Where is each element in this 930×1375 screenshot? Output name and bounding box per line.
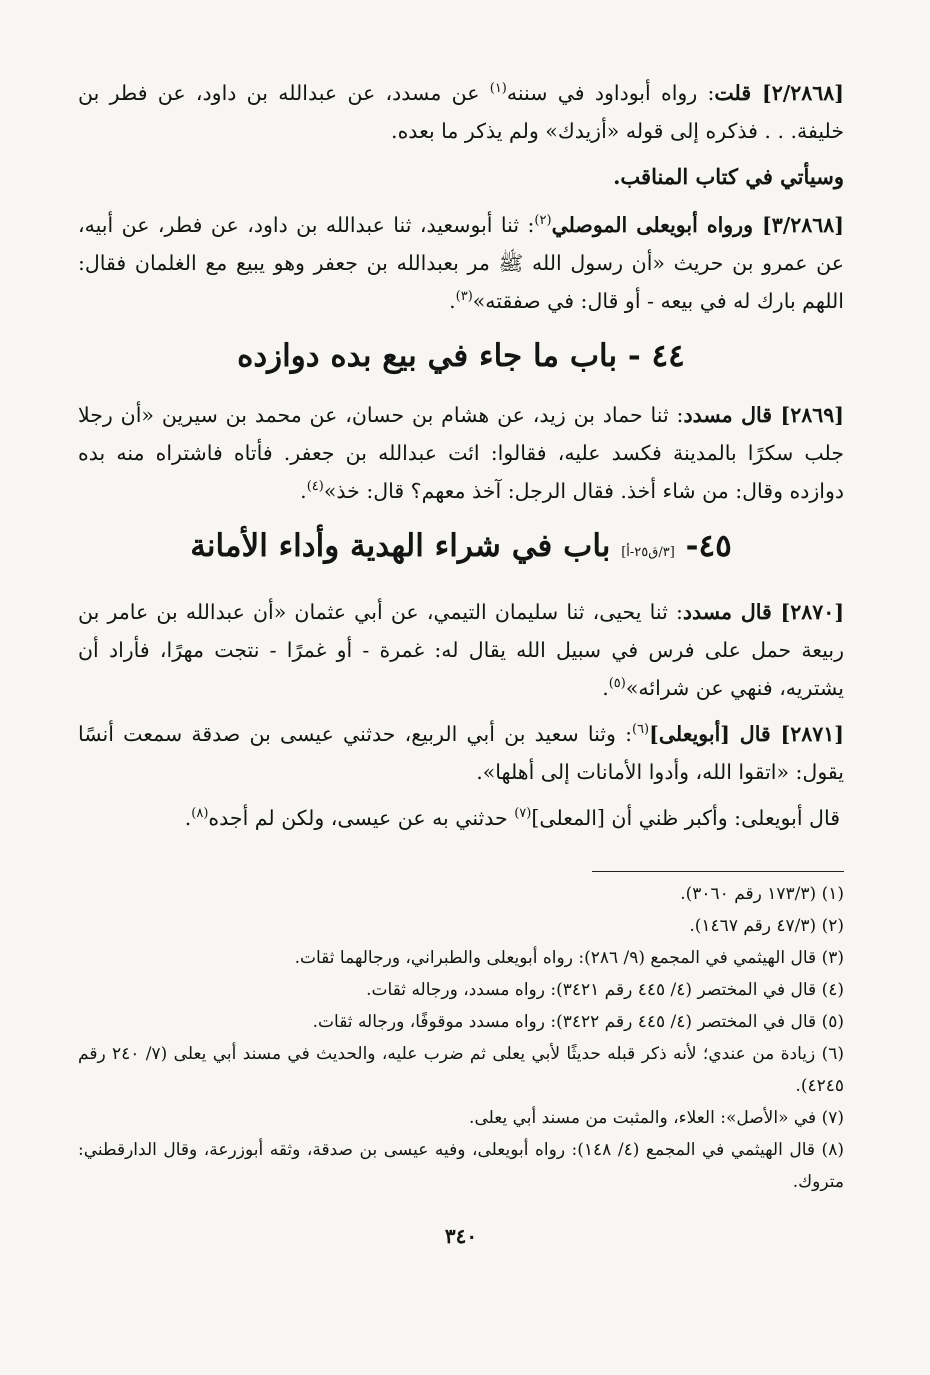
footnote-ref: (٢) [534,213,552,229]
comment-text: قال أبويعلى: وأكبر ظني أن [المعلى] [531,806,840,830]
abu-yala-comment [78,799,844,837]
punctuation: . [602,676,609,700]
footnotes [78,878,844,1198]
hadith-text: : رواه أبوداود في سننه [506,81,715,105]
footnote: (٨) قال الهيثمي في المجمع (٤/ ١٤٨): رواه أبويعلى، وفيه عيسى بن صدقة، وثقه أبوزرعة، وقال الدارقطني: متروك. [78,1140,844,1192]
chapter-title: باب في شراء الهدية وأداء الأمانة [190,528,611,564]
hadith-2870 [78,593,844,707]
chapter-44-heading: ٤٤ - باب ما جاء في بيع بده دوازده [237,338,685,374]
cross-reference-note: وسيأتي في كتاب المناقب. [613,164,844,189]
hadith-2868-2 [78,74,844,150]
hadith-number: [٢٨٦٩] قال مسدد [683,403,844,427]
footnote-ref: (١) [489,81,507,97]
hadith-text: : ثنا أبوسعيد، ثنا عبدالله بن داود، عن فطر، عن أبيه، عن عمرو بن حريث «أن رسول الله ﷺ مر بعبدالله بن جعفر وهو يبيع مع الغلمان فقال: اللهم بارك له في بيعه - أو قال: في صفقته» [78,213,844,313]
footnote-ref: (٤) [306,479,324,495]
footnote-ref: (٦) [631,722,650,738]
hadith-2871 [78,715,844,791]
chapter-45-heading [78,524,844,575]
hadith-number: [٣/٢٨٦٨] ورواه أبويعلى الموصلي [551,213,844,237]
manuscript-folio-mark: [٣/ق٢٥-أ] [621,545,675,560]
comment-text: حدثني به عن عيسى، ولكن لم أجده [208,806,515,830]
footnote: (٦) زيادة من عندي؛ لأنه ذكر قبله حديثًا لأبي يعلى ثم ضرب عليه، والحديث في مسند أبي يعلى (٧/ ٢٤٠ رقم ٤٢٤٥). [78,1044,844,1096]
hadith-text: : ثنا حماد بن زيد، عن هشام بن حسان، عن محمد بن سيرين «أن رجلا جلب سكرًا بالمدينة فكسد عليه، فقالوا: ائت عبدالله بن جعفر. فأتاه فاشتراه منه بده دوازده وقال: من شاء أخذ. فقال الرجل: آخذ معهم؟ قال: خذ» [78,403,844,503]
punctuation: . [184,806,192,830]
punctuation: . [300,479,307,503]
footnote-ref: (٣) [455,289,473,305]
footnote: (٢) (٤٧/٣ رقم ١٤٦٧). [689,916,844,936]
footnote-separator [592,871,844,872]
hadith-number: [٢/٢٨٦٨] قلت [714,81,844,105]
footnote: (٤) قال في المختصر (٤/ ٤٤٥ رقم ٣٤٢١): رواه مسدد، ورجاله ثقات. [366,980,844,1000]
footnote: (٥) قال في المختصر (٤/ ٤٤٥ رقم ٣٤٢٢): رواه مسدد موقوفًا، ورجاله ثقات. [312,1012,844,1032]
hadith-text: عن مسدد، عن عبدالله بن داود، عن فطر بن خليفة. . . فذكره إلى قوله «أزيدك» ولم يذكر ما بعده. [78,81,844,143]
punctuation: . [449,289,456,313]
hadith-number: [٢٨٧١] قال [أبويعلى] [649,722,844,746]
hadith-text: : وثنا سعيد بن أبي الربيع، حدثني عيسى بن صدقة سمعت أنسًا يقول: «اتقوا الله، وأدوا الأمانات إلى أهلها». [78,722,844,784]
hadith-number: [٢٨٧٠] قال مسدد [682,600,845,624]
page-number: ٣٤٠ [444,1224,478,1248]
footnote: (١) (١٧٣/٣ رقم ٣٠٦٠). [680,884,844,904]
footnote: (٧) في «الأصل»: العلاء، والمثبت من مسند أبي يعلى. [469,1108,844,1128]
hadith-2868-3 [78,206,844,320]
footnote-ref: (٧) [514,806,532,822]
footnote: (٣) قال الهيثمي في المجمع (٩/ ٢٨٦): رواه أبويعلى والطبراني، ورجالهما ثقات. [294,948,844,968]
footnote-ref: (٥) [608,676,626,692]
chapter-number: ٤٥- [685,528,732,564]
hadith-2869 [78,396,844,510]
hadith-text: : ثنا يحيى، ثنا سليمان التيمي، عن أبي عثمان «أن عبدالله بن عامر بن ربيعة حمل على فرس في سبيل الله يقال له: غمرة - أو غمرًا - نتجت مهرًا، فأراد أن يشتريه، فنهي عن شرائه» [78,600,844,700]
footnote-ref: (٨) [191,806,209,822]
